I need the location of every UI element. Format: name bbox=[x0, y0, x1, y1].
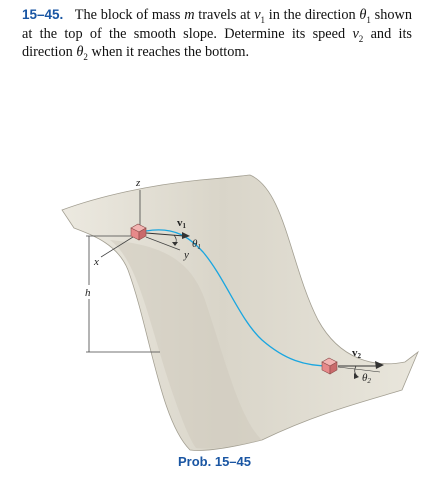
problem-text: in the direction bbox=[265, 7, 360, 23]
var-theta: θ bbox=[359, 7, 367, 23]
h-label: h bbox=[85, 287, 91, 299]
figure-caption: Prob. 15–45 bbox=[178, 454, 251, 469]
z-label: z bbox=[136, 177, 141, 189]
subscript: 1 bbox=[366, 14, 371, 25]
subscript: 2 bbox=[83, 51, 88, 62]
var-m: m bbox=[184, 7, 195, 23]
subscript: 1 bbox=[260, 14, 266, 25]
subscript: 2 bbox=[358, 33, 364, 44]
v1-label: v1 bbox=[177, 217, 186, 230]
problem-text: shown at the top of the smooth slope. Determine its speed bbox=[22, 7, 412, 42]
var-v: v bbox=[352, 25, 359, 42]
var-theta: θ bbox=[76, 44, 84, 60]
problem-number: 15–45. bbox=[22, 7, 64, 22]
v2-label: v2 bbox=[352, 347, 361, 360]
x-label: x bbox=[94, 256, 99, 268]
y-label: y bbox=[184, 249, 189, 261]
problem-text: and its direction bbox=[22, 25, 412, 60]
problem-text: travels at bbox=[194, 7, 255, 23]
theta2-label: θ2 bbox=[362, 372, 371, 385]
theta1-label: θ1 bbox=[192, 238, 201, 251]
problem-text: when it reaches the bottom. bbox=[87, 44, 250, 60]
problem-text: The block of mass bbox=[71, 7, 185, 23]
var-v: v bbox=[254, 7, 261, 23]
